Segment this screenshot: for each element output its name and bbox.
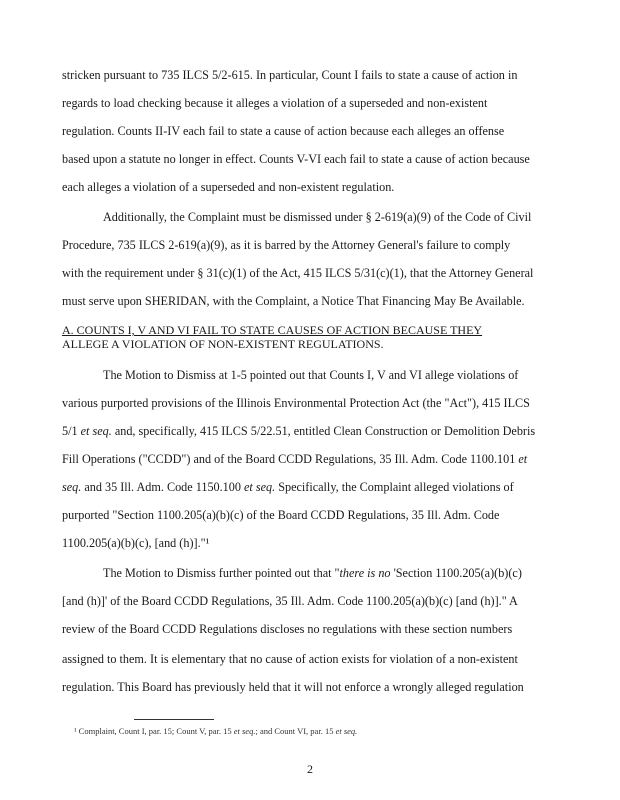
body-text-line: The Motion to Dismiss at 1-5 pointed out that Counts I, V and VI allege violations of: [103, 368, 519, 382]
body-text-line: various purported provisions of the Illinois Environmental Protection Act (the "Act"), 415 ILCS: [62, 396, 530, 410]
body-text-line: 1100.205(a)(b)(c), [and (h)]."¹: [62, 536, 210, 550]
body-text-line: review of the Board CCDD Regulations discloses no regulations with these section numbers: [62, 622, 513, 636]
body-text-line: seq. and 35 Ill. Adm. Code 1150.100 et seq. Specifically, the Complaint alleged violations of: [62, 480, 514, 494]
body-text-line: regulation. This Board has previously held that it will not enforce a wrongly alleged regulation: [62, 680, 524, 694]
footnote: ¹ Complaint, Count I, par. 15; Count V, par. 15 et seq.; and Count VI, par. 15 et seq.: [74, 726, 358, 736]
body-text-line: purported "Section 1100.205(a)(b)(c) of the Board CCDD Regulations, 35 Ill. Adm. Code: [62, 508, 500, 522]
section-heading-continued: ALLEGE A VIOLATION OF NON-EXISTENT REGULATIONS.: [62, 337, 384, 351]
page-number: 2: [307, 762, 313, 776]
body-text-line: Procedure, 735 ILCS 2-619(a)(9), as it is barred by the Attorney General's failure to comply: [62, 238, 511, 252]
body-text-line: based upon a statute no longer in effect. Counts V-VI each fail to state a cause of action because: [62, 152, 530, 166]
body-text-line: [and (h)]' of the Board CCDD Regulations, 35 Ill. Adm. Code 1100.205(a)(b)(c) [and (h)]." A: [62, 594, 518, 608]
body-text-line: Fill Operations ("CCDD") and of the Board CCDD Regulations, 35 Ill. Adm. Code 1100.101 et: [62, 452, 528, 466]
body-text-line: assigned to them. It is elementary that no cause of action exists for violation of a non-existent: [62, 652, 518, 666]
body-text-line: must serve upon SHERIDAN, with the Complaint, a Notice That Financing May Be Available.: [62, 294, 525, 308]
body-text-line: 5/1 et seq. and, specifically, 415 ILCS 5/22.51, entitled Clean Construction or Demolition Debris: [62, 424, 536, 438]
body-text-line: The Motion to Dismiss further pointed out that "there is no 'Section 1100.205(a)(b)(c): [103, 566, 522, 580]
body-text-line: stricken pursuant to 735 ILCS 5/2-615. In particular, Count I fails to state a cause of action in: [62, 68, 518, 82]
body-text-line: regards to load checking because it alleges a violation of a superseded and non-existent: [62, 96, 488, 110]
section-heading: A. COUNTS I, V AND VI FAIL TO STATE CAUSES OF ACTION BECAUSE THEY: [62, 323, 483, 337]
body-text-line: Additionally, the Complaint must be dismissed under § 2-619(a)(9) of the Code of Civil: [103, 210, 532, 224]
footnote-divider: [134, 719, 214, 720]
body-text-line: regulation. Counts II-IV each fail to state a cause of action because each alleges an offense: [62, 124, 505, 138]
body-text-line: with the requirement under § 31(c)(1) of the Act, 415 ILCS 5/31(c)(1), that the Attorney General: [62, 266, 534, 280]
body-text-line: each alleges a violation of a superseded and non-existent regulation.: [62, 180, 395, 194]
